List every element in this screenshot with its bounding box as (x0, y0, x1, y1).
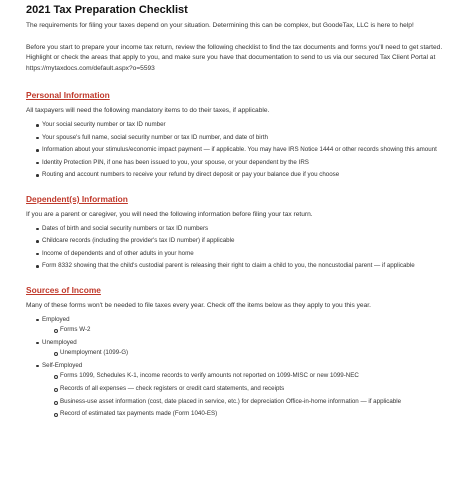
list-item: Form 8332 showing that the child's custodial parent is releasing their right to claim a child to you, the noncustodial parent — if applicable (36, 261, 456, 272)
sub-checklist (42, 371, 456, 419)
hollow-bullet-icon (54, 329, 58, 333)
list-item: Employed Forms W-2 (36, 315, 456, 336)
bullet-icon (36, 319, 39, 322)
checklist (26, 315, 456, 420)
sub-checklist (42, 325, 456, 336)
sub-list-item: Forms 1099, Schedules K-1, income records to verify amounts not reported on 1099-MISC or new 1099-NEC (54, 371, 456, 382)
sub-list-item: Unemployment (1099-G) (54, 348, 456, 359)
list-item: Dates of birth and social security numbers or tax ID numbers (36, 224, 456, 235)
instructions-paragraph: Before you start to prepare your income tax return, review the following checklist to find the tax documents and forms you'll need to get started. Highlight or check the areas that apply to you, and make sure you have that documentation to send to us via our secured Tax Client Portal at https://mytaxdocs.com/default.aspx?o=5593 (26, 43, 443, 72)
section-personal-information (26, 85, 456, 181)
hollow-bullet-icon (54, 388, 58, 392)
section-heading: Dependent(s) Information (26, 193, 128, 204)
bullet-icon (36, 265, 39, 268)
list-item: Your social security number or tax ID number (36, 120, 456, 131)
bullet-icon (36, 174, 39, 177)
hollow-bullet-icon (54, 401, 58, 405)
section-sources-of-income (26, 280, 456, 420)
bullet-icon (36, 228, 39, 231)
list-item: Your spouse's full name, social security number or tax ID number, and date of birth (36, 133, 456, 144)
sub-list-item: Business-use asset information (cost, date placed in service, etc.) for depreciation Office-in-home information — if applicable (54, 397, 456, 408)
bullet-icon (36, 253, 39, 256)
sub-list-item: Record of estimated tax payments made (Form 1040-ES) (54, 409, 456, 420)
page-title: 2021 Tax Preparation Checklist (26, 4, 188, 16)
list-item: Self-Employed Forms 1099, Schedules K-1, income records to verify amounts not reported on 1099-MISC or new 1099-NEC Records of all expenses — check registers or credit card statements, and receipts Business-use asset information (cost, date placed in service, etc.) for depreciation Office-in-home information — if applicable Record of estimated tax payments made (Form 1040-ES) (36, 361, 456, 420)
hollow-bullet-icon (54, 375, 58, 379)
list-item: Routing and account numbers to receive your refund by direct deposit or pay your balance due if you choose (36, 170, 456, 181)
hollow-bullet-icon (54, 413, 58, 417)
sub-list-item: Records of all expenses — check registers or credit card statements, and receipts (54, 384, 456, 395)
section-heading: Sources of Income (26, 284, 101, 295)
checklist (26, 120, 456, 181)
bullet-icon (36, 342, 39, 345)
bullet-icon (36, 124, 39, 127)
sub-list-item: Forms W-2 (54, 325, 456, 336)
hollow-bullet-icon (54, 352, 58, 356)
list-item: Income of dependents and of other adults in your home (36, 249, 456, 260)
bullet-icon (36, 149, 39, 152)
sub-checklist (42, 348, 456, 359)
intro-paragraph: The requirements for filing your taxes depend on your situation. Determining this can be complex, but GoodeTax, LLC is here to help! (26, 22, 414, 29)
bullet-icon (36, 240, 39, 243)
section-intro: All taxpayers will need the following mandatory items to do their taxes, if applicable. (26, 107, 270, 115)
bullet-icon (36, 137, 39, 140)
checklist (26, 224, 456, 272)
section-heading: Personal Information (26, 90, 110, 101)
bullet-icon (36, 365, 39, 368)
section-intro: Many of these forms won't be needed to file taxes every year. Check off the items below as they apply to you this year. (26, 301, 371, 309)
bullet-icon (36, 162, 39, 165)
section-intro: If you are a parent or caregiver, you will need the following information before filing your tax return. (26, 210, 313, 218)
list-item: Identity Protection PIN, if one has been issued to you, your spouse, or your dependent by the IRS (36, 158, 456, 169)
section-dependents-information (26, 189, 456, 272)
list-item: Information about your stimulus/economic impact payment — if applicable. You may have IRS Notice 1444 or other records showing this amount (36, 145, 456, 156)
list-item: Unemployed Unemployment (1099-G) (36, 338, 456, 359)
list-item: Childcare records (including the provider's tax ID number) if applicable (36, 236, 456, 247)
